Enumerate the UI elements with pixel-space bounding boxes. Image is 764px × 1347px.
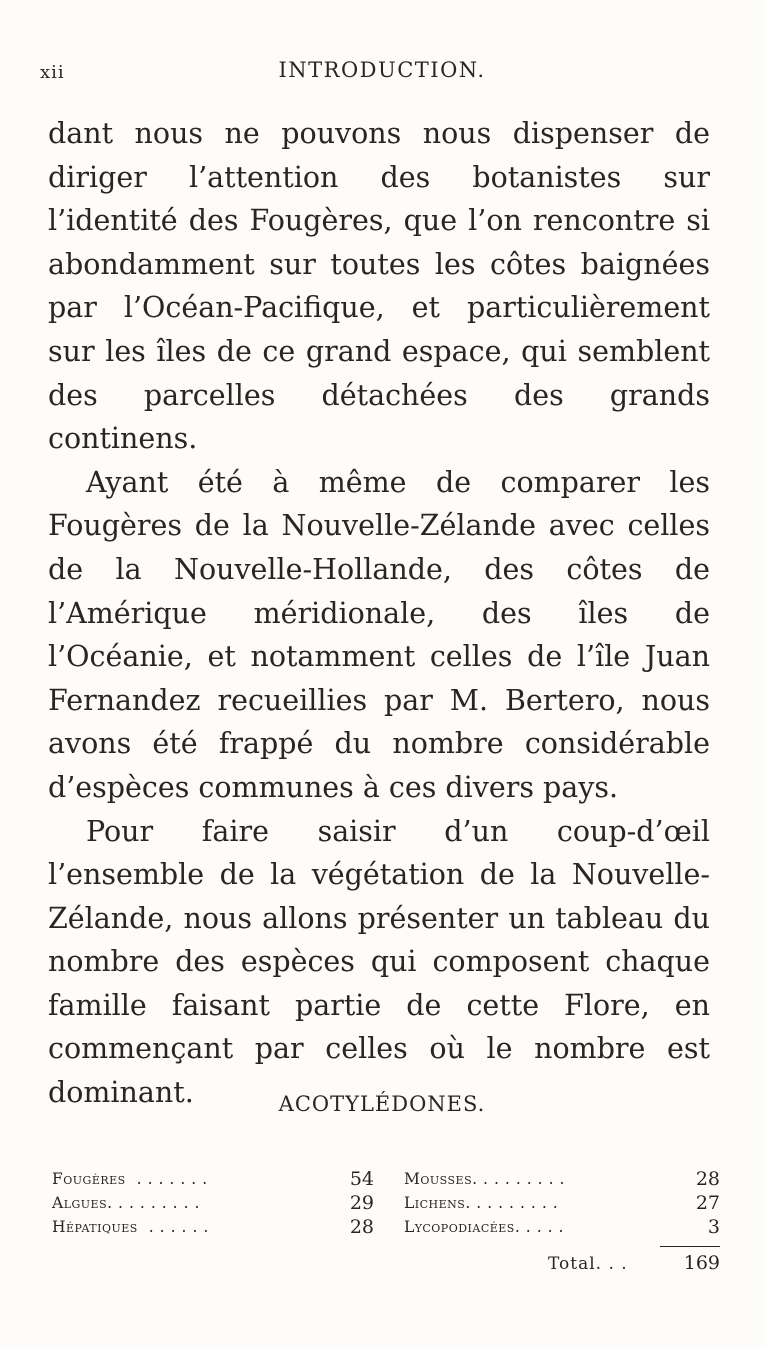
total-label: Total. . . (548, 1254, 628, 1274)
family-name: Algues......... (52, 1194, 206, 1212)
total-row (52, 1254, 720, 1280)
family-name: Fougères ....... (52, 1170, 214, 1188)
species-count: 29 (349, 1192, 374, 1214)
family-name: Hépatiques ...... (52, 1218, 215, 1236)
running-title: INTRODUCTION. (278, 58, 486, 82)
species-count: 54 (349, 1168, 374, 1190)
paragraph-continued: dant nous ne pouvons nous dispenser de diriger l’attention des botanistes sur l’identité des Fougères, que l’on rencontre si abondamment sur toutes les côtes baignées par l’Océan-Pacifique, et particulièrement sur les îles de ce grand espace, qui semblent des parcelles détachées des grands continens. (48, 117, 710, 456)
paragraph: Pour faire saisir d’un coup-d’œil l’ensemble de la végétation de la Nouvelle-Zélande, nous allons présenter un tableau du nombre des espèces qui composent chaque famille faisant partie de cette Flore, en commençant par celles où le nombre est dominant. (48, 814, 710, 1110)
section-title: ACOTYLÉDONES. (278, 1092, 486, 1116)
species-count: 28 (695, 1168, 720, 1190)
family-name: Lycopodiacées..... (404, 1218, 570, 1236)
species-count: 3 (707, 1216, 720, 1238)
species-count: 27 (695, 1192, 720, 1214)
family-name: Mousses......... (404, 1170, 571, 1188)
body-text (48, 112, 710, 1115)
family-name: Lichens......... (404, 1194, 564, 1212)
table-row (52, 1218, 720, 1242)
total-value: 169 (683, 1252, 720, 1274)
sum-rule (660, 1246, 720, 1247)
table-row (52, 1170, 720, 1194)
paragraph: Ayant été à même de comparer les Fougères de la Nouvelle-Zélande avec celles de la Nouvelle-Hollande, des côtes de l’Amérique méridionale, des îles de l’Océanie, et notamment celles de l’île Juan Fernandez recueillies par M. Bertero, nous avons été frappé du nombre considérable d’espèces communes à ces divers pays. (48, 465, 710, 804)
table-row (52, 1194, 720, 1218)
running-head (0, 58, 764, 88)
species-count-table (52, 1168, 720, 1274)
page-number: xii (40, 62, 65, 83)
species-count: 28 (349, 1216, 374, 1238)
